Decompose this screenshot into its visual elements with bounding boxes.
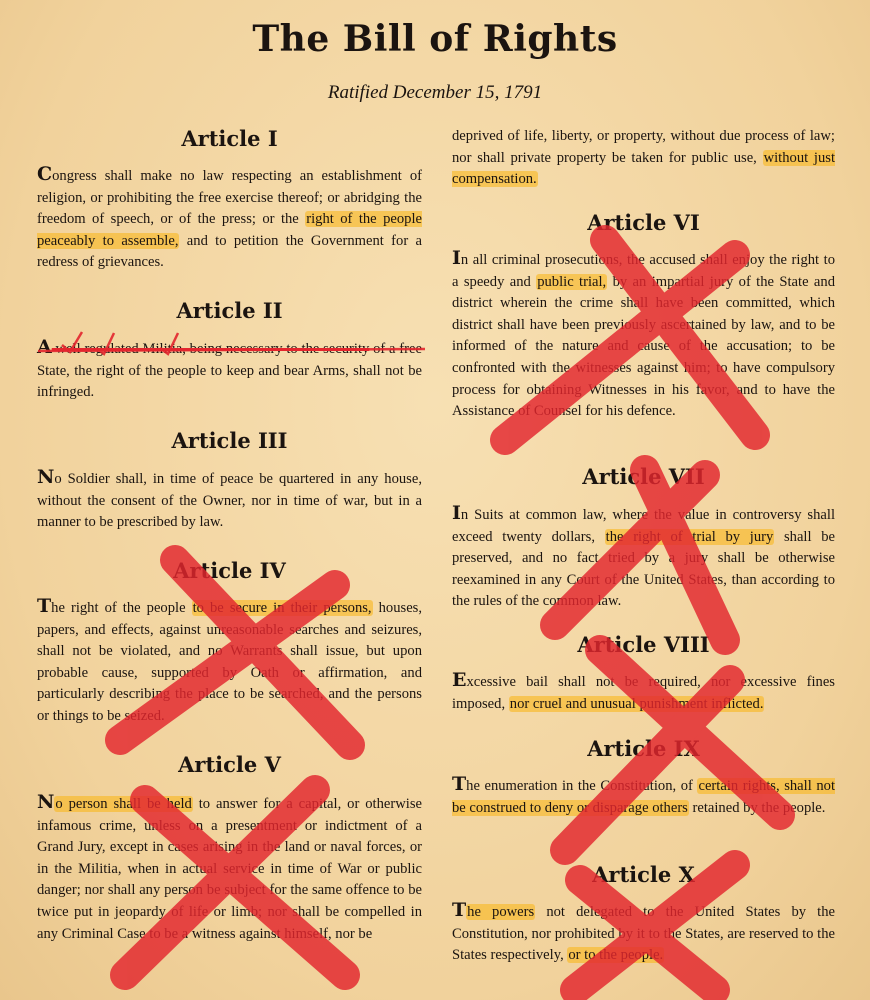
dropcap: N [37,466,55,488]
article-5-heading: Article V [178,752,281,777]
article-3-heading: Article III [171,428,288,453]
highlight: without just compensation. [452,149,835,188]
article-9-body: The enumeration in the Constitution, of certain rights, shall not be construed to deny or disparage others retained by the people. [452,773,835,816]
dropcap: T [37,595,52,617]
article-9-heading: Article IX [587,736,700,761]
highlight: to be secure in their persons, [192,600,372,616]
highlight: right of the people peaceably to assemble, [37,211,422,249]
struck-text: well regulated Militia, being necessary to the security [51,341,370,357]
dropcap: T [452,899,467,921]
article-6-heading: Article VI [587,210,700,235]
article-7-heading: Article VII [582,464,705,489]
article-8-heading: Article VIII [577,632,710,657]
article-1-body: Congress shall make no law respecting an establishment of religion, or prohibiting the free exercise thereof; or abridging the freedom of speech, or of the press; or the right of the people peaceably to assemble, and to petition the Government for a redress of grievances. [37,163,422,271]
dropcap: A [37,336,52,358]
article-4-body: The right of the people to be secure in their persons, houses, papers, and effects, against unreasonable searches and seizures, shall not be violated, and no Warrants shall issue, but upon probable cause, supported by Oath or affirmation, and particularly describing the place to be searched, and the persons or things to be seized. [37,595,423,724]
highlight: the right of trial by jury [605,528,774,545]
article-2-body: A well regulated Militia, being necessary to the security of a free State, the right of the people to keep and bear Arms, shall not be infringed. [37,336,422,401]
article-1-heading: Article I [181,126,278,151]
article-4-heading: Article IV [173,558,286,583]
article-2-heading: Article II [176,298,283,323]
highlight: public trial, [537,273,607,290]
dropcap: E [452,669,467,691]
article-7-body: In Suits at common law, where the value in controversy shall exceed twenty dollars, the right of trial by jury shall be preserved, and no fact tried by a jury shall be otherwise reexamined in any Court of the United States, than according to the rules of the common law. [452,502,835,610]
article-3-body: No Soldier shall, in time of peace be quartered in any house, without the consent of the Owner, nor in time of war, but in a manner to be prescribed by law. [37,466,422,531]
highlight: he powers [467,904,535,920]
dropcap: N [37,791,55,813]
article-10-heading: Article X [592,862,695,887]
highlight: or to the people. [568,947,664,964]
article-5-continuation: deprived of life, liberty, or property, without due process of law; nor shall private property be taken for public use, without just compensation. [452,128,835,188]
dropcap: C [37,163,53,185]
left-column [37,0,422,1000]
highlight: nor cruel and unusual punishment inflicted. [509,695,764,712]
article-6-body: In all criminal prosecutions, the accused shall enjoy the right to a speedy and public trial, by an impartial jury of the State and district wherein the crime shall have been committed, which district shall have been previously ascertained by law, and to be informed of the nature and cause of the accusation; to be confronted with the witnesses against him; to have compulsory process for obtaining Witnesses in his favor, and to have the Assistance of Counsel for his defence. [452,247,836,420]
document-title: The Bill of Rights [252,18,618,60]
right-column [452,0,835,1000]
dropcap: I [452,247,461,269]
highlight: certain rights, shall not be construed to deny or disparage others [452,778,835,816]
document-subtitle: Ratified December 15, 1791 [327,82,543,103]
dropcap: T [452,773,467,795]
article-5-body: No person shall be held to answer for a capital, or otherwise infamous crime, unless on a presentment or indictment of a Grand Jury, except in cases arising in the land or naval forces, or in the Militia, when in actual service in time of War or public danger; nor shall any person be subject for the same offence to be twice put in jeopardy of life or limb; nor shall be compelled in any Criminal Case to be a witness against himself, nor be [37,791,422,942]
dropcap: I [452,502,461,524]
highlight: o person shall be held [55,796,192,812]
article-10-body: The powers not delegated to the United States by the Constitution, nor prohibited by it to the States, are reserved to the States respectively, or to the people. [452,899,835,964]
article-8-body: Excessive bail shall not be required, nor excessive fines imposed, nor cruel and unusual punishment inflicted. [452,669,835,712]
